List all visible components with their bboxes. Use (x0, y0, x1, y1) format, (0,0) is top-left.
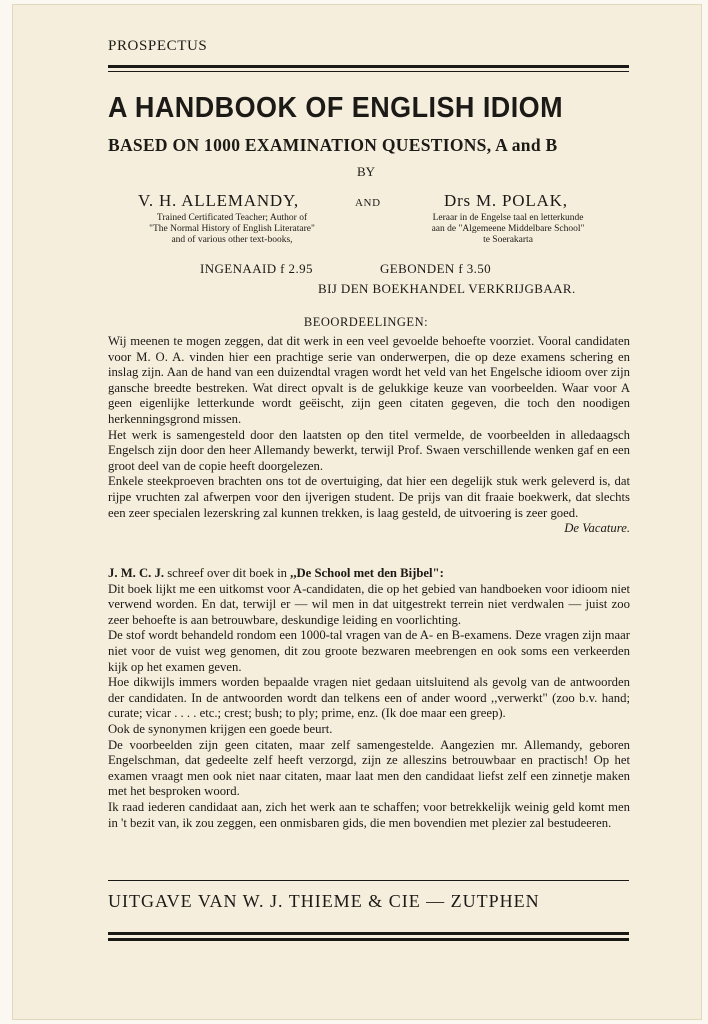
author-left-credential-line: and of various other text-books, (171, 235, 293, 245)
author-right-name: Drs M. POLAK, (444, 191, 568, 210)
review-publication: ,,De School met den Bijbel": (290, 566, 444, 580)
author-right-credentials (388, 213, 628, 246)
author-right-credential-line: aan de "Algemeene Middelbare School" (431, 224, 585, 234)
price-paperback: INGENAAID f 2.95 (200, 261, 313, 276)
book-subtitle: BASED ON 1000 EXAMINATION QUESTIONS, A and B (108, 135, 558, 155)
prospectus-label: PROSPECTUS (108, 38, 208, 54)
top-double-rule (108, 65, 629, 72)
prospectus-page (12, 4, 702, 1020)
footer-top-rule (108, 880, 629, 881)
author-right-credential-line: te Soerakarta (483, 235, 533, 245)
review-paragraph: Hoe dikwijls immers worden bepaalde vragen niet gedaan uitsluitend als gevolg van de antwoorden der candidaten. In de antwoorden wordt dan telkens een of ander woord ,,verwerkt" (zoo b.v. hand; curate; vicar . . . . etc.; crest; bush; to ply; prime, enz. (Ik doe maar een greep). (108, 675, 630, 721)
review-paragraph: Ik raad iederen candidaat aan, zich het werk aan te schaffen; voor betrekkelijk weinig geld komt men in 't bezit van, ik zou zeggen, een onmisbaren gids, die men bovendien met plezier zal bestudeeren. (108, 799, 630, 830)
author-right-credential-line: Leraar in de Engelse taal en letterkunde (432, 213, 584, 223)
review-school-met-den-bijbel (108, 566, 630, 831)
review-intro (108, 566, 630, 582)
author-left-credential-line: "The Normal History of English Literatare" (149, 224, 315, 234)
price-hardcover: GEBONDEN f 3.50 (380, 261, 492, 276)
review-paragraph: Dit boek lijkt me een uitkomst voor A-candidaten, die op het gebied van handboeken voor idioom niet verwend worden. En dat, terwijl er — wil men in dat uitgestrekt terrein niet verdwalen — juist zoo zeer behoefte is aan betrouwbare, deskundige leiding en voorlichting. (108, 581, 630, 627)
review-paragraph: De stof wordt behandeld rondom een 1000-tal vragen van de A- en B-examens. Deze vragen zijn maar niet voor de vuist weg genomen, dit zou groote bezwaren meebrengen en ook soms een verkeerden kijk op het examen geven. (108, 628, 630, 674)
review-paragraph-text: Enkele steekproeven brachten ons tot de overtuiging, dat hier een degelijk stuk werk geleverd is, dat rijpe vruchten zal afwerpen voor den ijverigen student. De prijs van dit fraaie boekwerk, dat slechts een zeer specialen lezerskring zal kunnen trekken, is laag gesteld, de uitvoering is zeer goed. (108, 474, 630, 520)
availability-note: BIJ DEN BOEKHANDEL VERKRIJGBAAR. (318, 281, 576, 296)
publisher-line: UITGAVE VAN W. J. THIEME & CIE — ZUTPHEN (108, 891, 540, 911)
bottom-double-rule (108, 932, 629, 941)
review-paragraph: Wij meenen te mogen zeggen, dat dit werk in een veel gevoelde behoefte voorziet. Vooral candidaten voor M. O. A. vinden hier een prachtige serie van onderwerpen, die op deze examens schering en inslag zijn. Aan de hand van een duizendtal vragen wordt het veld van het Engelsche idioom over zijn gansche breedte bestreken. Wat direct opvalt is de gelukkige keuze van voorbeelden. Waar voor A geen eigenlijke letterkunde wordt geëischt, zijn geen citaten gegeven, die toch den noodigen herkenningsgrond missen. (108, 334, 630, 426)
review-paragraph: Ook de synonymen krijgen een goede beurt. (108, 721, 333, 736)
review-de-vacature (108, 334, 630, 537)
review-source: De Vacature. (564, 521, 630, 536)
author-left-credential-line: Trained Certificated Teacher; Author of (156, 213, 308, 223)
by-label: BY (356, 164, 376, 179)
review-paragraph: De voorbeelden zijn geen citaten, maar zelf samengestelde. Aangezien mr. Allemandy, geboren Engelschman, dat gedeelte zelf heeft verzorgd, zijn ze alleszins betrouwbaar en practisch! Op het examen vraagt men ook niet naar citaten, maar laat men den candidaat liefst zelf een zinnetje maken met het besproken woord. (108, 737, 630, 799)
book-title: A HANDBOOK OF ENGLISH IDIOM (108, 92, 564, 124)
review-paragraph (108, 474, 630, 536)
review-intro-text: schreef over dit boek in (164, 566, 291, 580)
and-label: AND (355, 197, 381, 209)
review-paragraph: Het werk is samengesteld door den laatsten op den titel vermelde, de voorbeelden in alledaagsch Engelsch zijn door den heer Allemandy bewerkt, terwijl Prof. Swaen verschillende wenken gaf en een groot deel van de copie heeft doorgelezen. (108, 427, 630, 473)
reviews-heading: BEOORDEELINGEN: (303, 315, 429, 329)
reviewer-initials: J. M. C. J. (108, 566, 165, 580)
author-left-credentials (102, 213, 362, 246)
author-left-name: V. H. ALLEMANDY, (138, 191, 299, 210)
